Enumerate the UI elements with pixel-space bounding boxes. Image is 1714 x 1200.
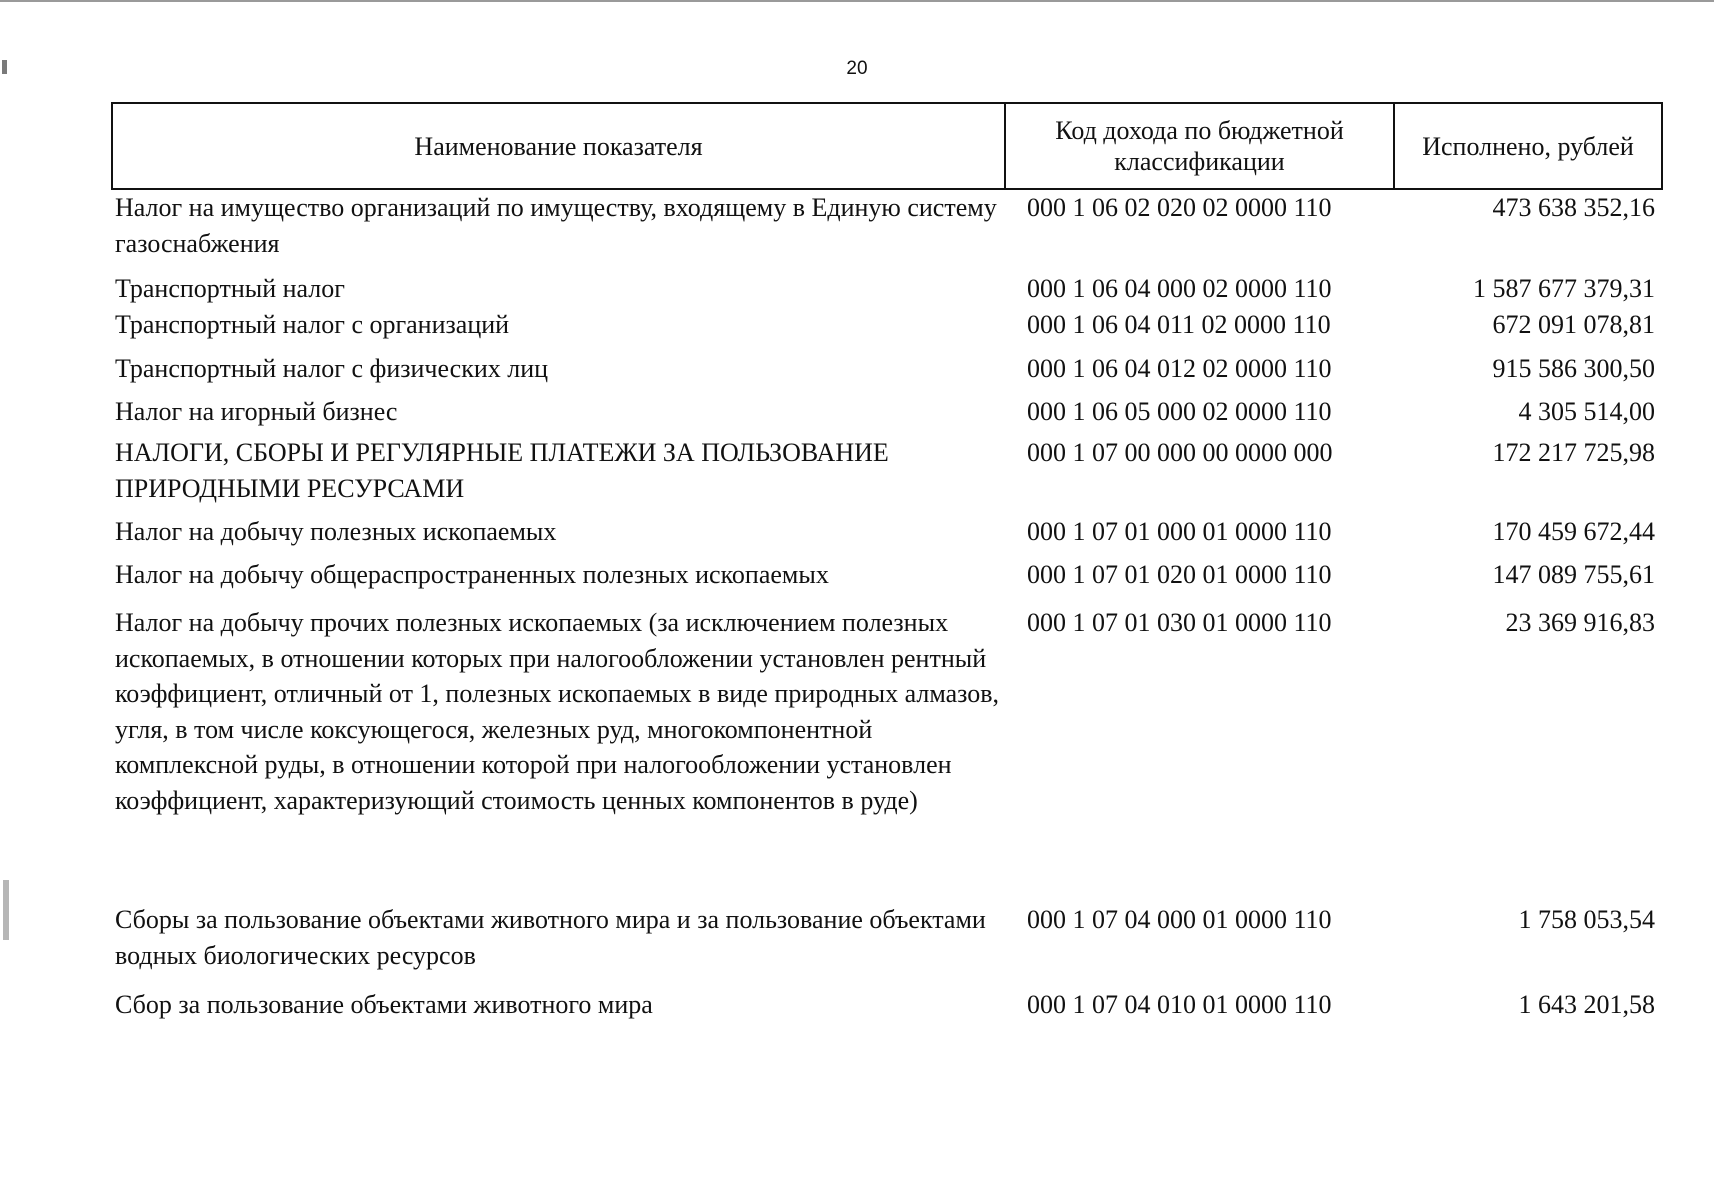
row-amount: 1 758 053,54 <box>1518 905 1655 934</box>
row-amount: 672 091 078,81 <box>1492 310 1655 339</box>
row-code: 000 1 07 01 000 01 0000 110 <box>1027 517 1332 546</box>
row-name: Транспортный налог <box>115 274 345 303</box>
row-amount: 4 305 514,00 <box>1518 397 1655 426</box>
scan-frame-edge <box>0 0 1714 2</box>
row-amount: 23 369 916,83 <box>1505 608 1655 637</box>
row-code: 000 1 06 05 000 02 0000 110 <box>1027 397 1332 426</box>
row-code: 000 1 06 04 012 02 0000 110 <box>1027 354 1332 383</box>
row-amount: 915 586 300,50 <box>1492 354 1655 383</box>
header-name: Наименование показателя <box>112 103 1005 189</box>
row-name: Сбор за пользование объектами животного мира <box>115 990 653 1019</box>
row-name: Налог на добычу общераспространенных полезных ископаемых <box>115 560 829 589</box>
row-name: Налог на добычу полезных ископаемых <box>115 517 557 546</box>
scan-artifact <box>3 880 9 940</box>
row-code: 000 1 07 01 030 01 0000 110 <box>1027 608 1332 637</box>
row-amount: 1 587 677 379,31 <box>1473 274 1655 303</box>
row-code: 000 1 06 04 000 02 0000 110 <box>1027 274 1332 303</box>
row-code: 000 1 07 01 020 01 0000 110 <box>1027 560 1332 589</box>
header-amount: Исполнено, рублей <box>1394 103 1662 189</box>
header-code: Код дохода по бюджетной классификации <box>1005 103 1394 189</box>
row-amount: 147 089 755,61 <box>1492 560 1655 589</box>
row-amount: 473 638 352,16 <box>1492 193 1655 222</box>
row-amount: 1 643 201,58 <box>1518 990 1655 1019</box>
row-code: 000 1 07 04 000 01 0000 110 <box>1027 905 1332 934</box>
row-name: Сборы за пользование объектами животного мира и за пользование объектами водных биологических ресурсов <box>115 905 986 970</box>
row-name: Налог на имущество организаций по имуществу, входящему в Единую систему газоснабжения <box>115 193 997 258</box>
row-name: Налог на игорный бизнес <box>115 397 398 426</box>
row-code: 000 1 07 04 010 01 0000 110 <box>1027 990 1332 1019</box>
table-header <box>111 102 1663 190</box>
row-code: 000 1 06 02 020 02 0000 110 <box>1027 193 1332 222</box>
row-amount: 170 459 672,44 <box>1492 517 1655 546</box>
row-name: Транспортный налог с физических лиц <box>115 354 549 383</box>
row-name: НАЛОГИ, СБОРЫ И РЕГУЛЯРНЫЕ ПЛАТЕЖИ ЗА ПОЛЬЗОВАНИЕ ПРИРОДНЫМИ РЕСУРСАМИ <box>115 438 889 503</box>
page-number: 20 <box>846 58 868 79</box>
row-amount: 172 217 725,98 <box>1492 438 1655 467</box>
row-code: 000 1 07 00 000 00 0000 000 <box>1027 438 1333 467</box>
row-name: Налог на добычу прочих полезных ископаемых (за исключением полезных ископаемых, в отношении которых при налогообложении установлен рентный коэффициент, отличный от 1, полезных ископаемых в виде природных алмазов, угля, в том числе коксующегося, железных руд, многокомпонентной комплексной руды, в отношении которой при налогообложении установлен коэффициент, характеризующий стоимость ценных компонентов в руде) <box>115 608 1000 815</box>
row-code: 000 1 06 04 011 02 0000 110 <box>1027 310 1331 339</box>
row-name: Транспортный налог с организаций <box>115 310 510 339</box>
